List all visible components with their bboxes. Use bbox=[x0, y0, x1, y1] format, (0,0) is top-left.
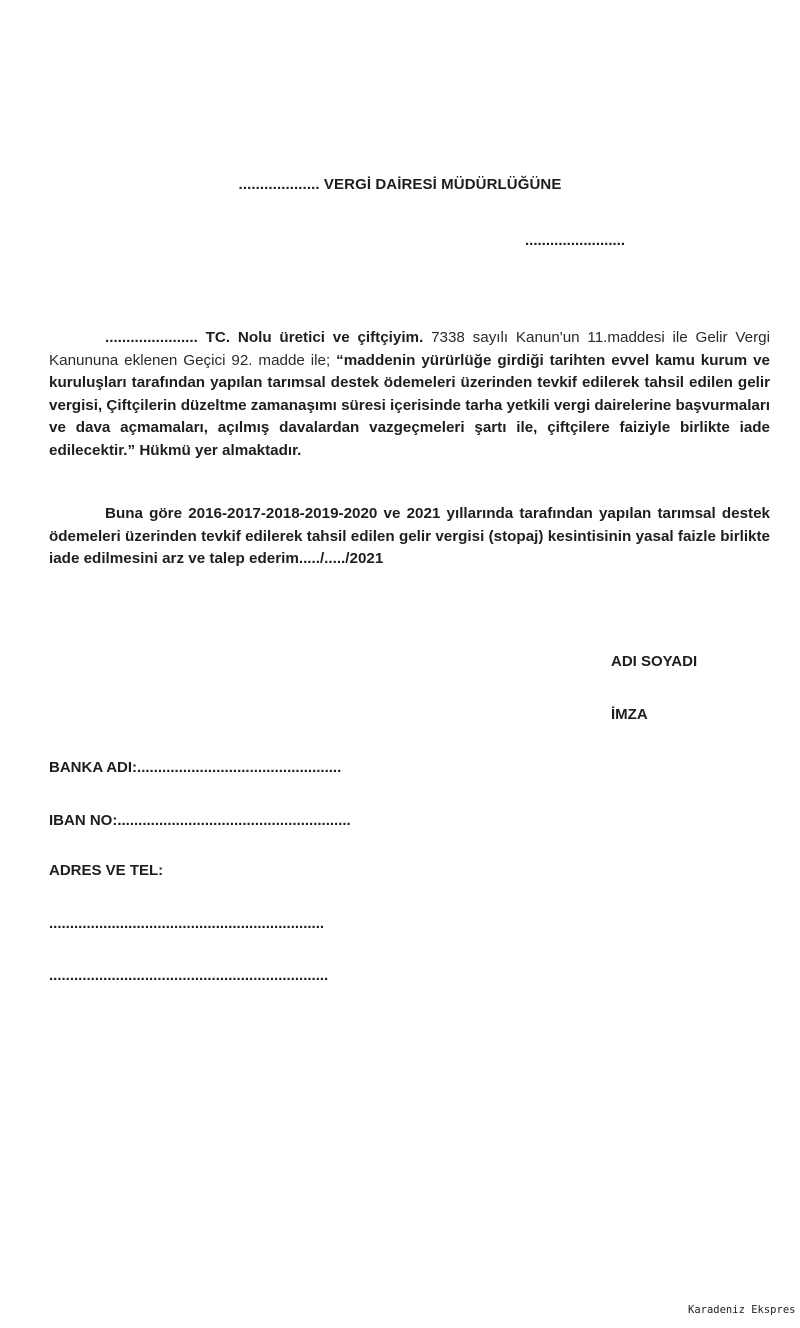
request-text: Buna göre 2016-2017-2018-2019-2020 ve 2021 yıllarında tarafından yapılan tarımsal destek ödemeleri üzerinden tevkif edilerek tahsil edilen gelir vergisi (stopaj) kesintisinin yasal faizle birlikte iade edilmesini arz ve talep ederim...../...../2021 bbox=[49, 505, 770, 568]
bank-name-field: BANKA ADI:................................................. bbox=[49, 759, 342, 776]
address-line-1: .................................................................. bbox=[49, 915, 325, 932]
title-text: VERGİ DAİRESİ MÜDÜRLÜĞÜNE bbox=[323, 176, 562, 193]
title-blank-dots: ................... bbox=[238, 176, 320, 193]
law-quote-text: “maddenin yürürlüğe girdiği tarihten evvel kamu kurum ve kuruluşları tarafından yapılan tarımsal destek ödemeleri üzerinden tevkif edilerek tahsil edilen gelir vergisi, Çiftçilerin düzeltme zamanaşımı süresi içerisinde tarha yetkili vergi dairelerine başvurmaları ve dava açmamaları, açılmış davalardan vazgeçmeleri şartı ile, çiftçilere faiziyle birlikte iade edilecektir.” Hükmü yer almaktadır. bbox=[49, 351, 770, 459]
tc-lead-text: TC. Nolu üretici ve çiftçiyim. bbox=[205, 329, 424, 346]
signature-label: İMZA bbox=[611, 706, 648, 723]
address-line-2: ................................................................... bbox=[49, 967, 329, 984]
source-watermark: Karadeniz Ekspres bbox=[688, 1304, 796, 1316]
paragraph-2 bbox=[49, 503, 770, 571]
paragraph-1 bbox=[49, 327, 770, 463]
date-blank-dots: ........................ bbox=[525, 232, 626, 249]
law-reference-text: 7338 sayılı Kanun'un 11.maddesi ile Gelir Vergi Kanununa eklenen Geçici 92. madde ile; bbox=[49, 329, 770, 369]
iban-field: IBAN NO:........................................................ bbox=[49, 812, 351, 829]
tc-blank-dots: ...................... bbox=[105, 329, 198, 346]
address-label: ADRES VE TEL: bbox=[49, 862, 164, 879]
name-label: ADI SOYADI bbox=[611, 653, 698, 670]
document-title bbox=[0, 176, 800, 193]
